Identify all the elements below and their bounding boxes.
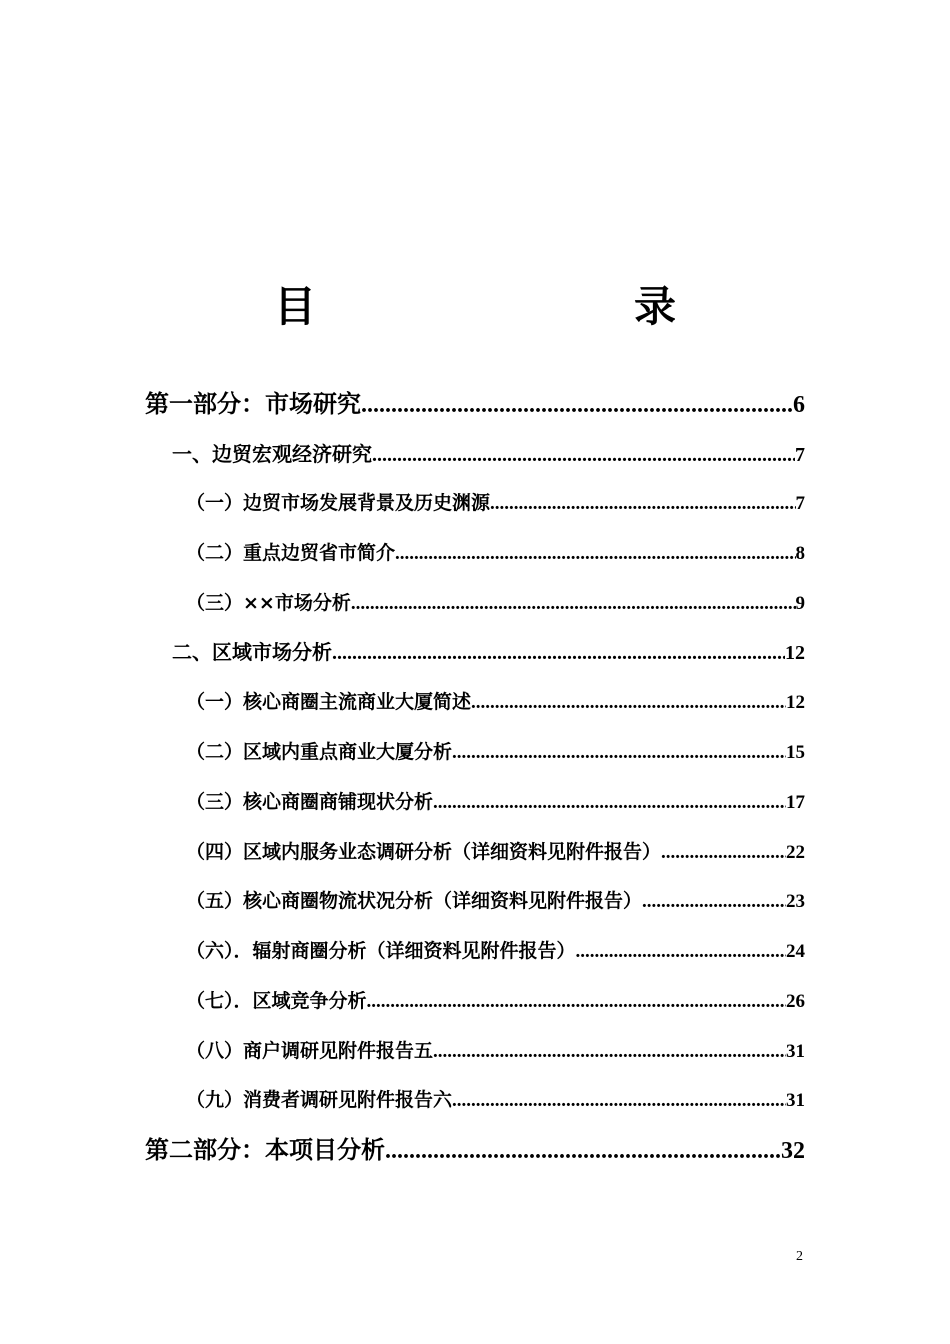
toc-entry-page: 7: [795, 493, 805, 514]
toc-entry-title: （七）．区域竞争分析: [186, 990, 367, 1012]
toc-entry-title: （八）商户调研见附件报告五: [186, 1040, 434, 1062]
toc-entry-page: 24: [786, 941, 805, 962]
toc-entry-page: 32: [781, 1138, 805, 1164]
toc-entry-title: （六）．辐射商圈分析（详细资料见附件报告）: [186, 940, 576, 962]
toc-entry-section-1[interactable]: [172, 439, 805, 470]
toc-dot-leader: [642, 887, 786, 917]
toc-entry-page: 17: [786, 792, 805, 813]
toc-entry-subsection[interactable]: [186, 986, 805, 1017]
toc-dot-leader: [372, 440, 795, 470]
toc-entry-title: （三）××市场分析: [186, 592, 351, 614]
toc-entry-title: （四）区域内服务业态调研分析（详细资料见附件报告）: [186, 841, 662, 863]
toc-entry-page: 26: [786, 991, 805, 1012]
toc-entry-page: 15: [786, 742, 805, 763]
toc-dot-leader: [385, 1135, 781, 1167]
toc-entry-title: （一）边贸市场发展背景及历史渊源: [186, 492, 491, 514]
toc-entry-subsection[interactable]: [186, 837, 805, 868]
toc-entry-subsection[interactable]: [186, 787, 805, 818]
toc-entry-page: 31: [786, 1041, 805, 1062]
toc-entry-subsection[interactable]: [186, 488, 805, 519]
page-number: 2: [796, 1249, 803, 1264]
toc-entry-page: 7: [795, 444, 805, 466]
toc-dot-leader: [367, 987, 786, 1017]
toc-entry-page: 9: [795, 593, 805, 614]
toc-entry-subsection[interactable]: [186, 1036, 805, 1067]
toc-entry-subsection[interactable]: [186, 886, 805, 917]
toc-entry-page: 12: [785, 642, 805, 664]
toc-dot-leader: [351, 589, 796, 619]
toc-entry-subsection[interactable]: [186, 538, 805, 569]
toc-dot-leader: [361, 389, 793, 421]
toc-entry-page: 12: [786, 692, 805, 713]
toc-entry-page: 8: [795, 543, 805, 564]
toc-entry-title: （二）重点边贸省市简介: [186, 542, 396, 564]
toc-entry-subsection[interactable]: [186, 1085, 805, 1116]
toc-entry-section-2[interactable]: [172, 637, 805, 668]
toc-dot-leader: [576, 937, 786, 967]
toc-entry-subsection[interactable]: [186, 687, 805, 718]
toc-entry-part-2[interactable]: [145, 1134, 805, 1167]
toc-dot-leader: [490, 489, 795, 519]
toc-entry-title: （五）核心商圈物流状况分析（详细资料见附件报告）: [186, 890, 643, 912]
toc-dot-leader: [332, 638, 785, 668]
toc-dot-leader: [433, 788, 786, 818]
toc-entry-title: （三）核心商圈商铺现状分析: [186, 791, 434, 813]
toc-entry-subsection[interactable]: [186, 588, 805, 619]
toc-dot-leader: [452, 1086, 786, 1116]
toc-entry-page: 22: [786, 842, 805, 863]
toc-entry-subsection[interactable]: [186, 737, 805, 768]
toc-entry-title: （九）消费者调研见附件报告六: [186, 1089, 453, 1111]
toc-entry-part-1[interactable]: [145, 388, 805, 421]
toc-entry-title: 第二部分：本项目分析: [145, 1136, 385, 1164]
toc-entry-title: 二、区域市场分析: [172, 640, 332, 664]
toc-entry-page: 23: [786, 891, 805, 912]
toc-dot-leader: [661, 838, 786, 868]
toc-dot-leader: [452, 738, 786, 768]
toc-entry-title: 第一部分：市场研究: [145, 390, 361, 418]
toc-entry-page: 31: [786, 1090, 805, 1111]
toc-dot-leader: [471, 688, 786, 718]
toc-entry-title: 一、边贸宏观经济研究: [172, 442, 372, 466]
toc-entry-page: 6: [793, 392, 805, 418]
toc-entry-title: （二）区域内重点商业大厦分析: [186, 741, 453, 763]
toc-dot-leader: [433, 1037, 786, 1067]
toc-entry-title: （一）核心商圈主流商业大厦简述: [186, 691, 472, 713]
page-title: 目 录: [273, 282, 754, 331]
toc-dot-leader: [395, 539, 795, 569]
toc-entry-subsection[interactable]: [186, 936, 805, 967]
